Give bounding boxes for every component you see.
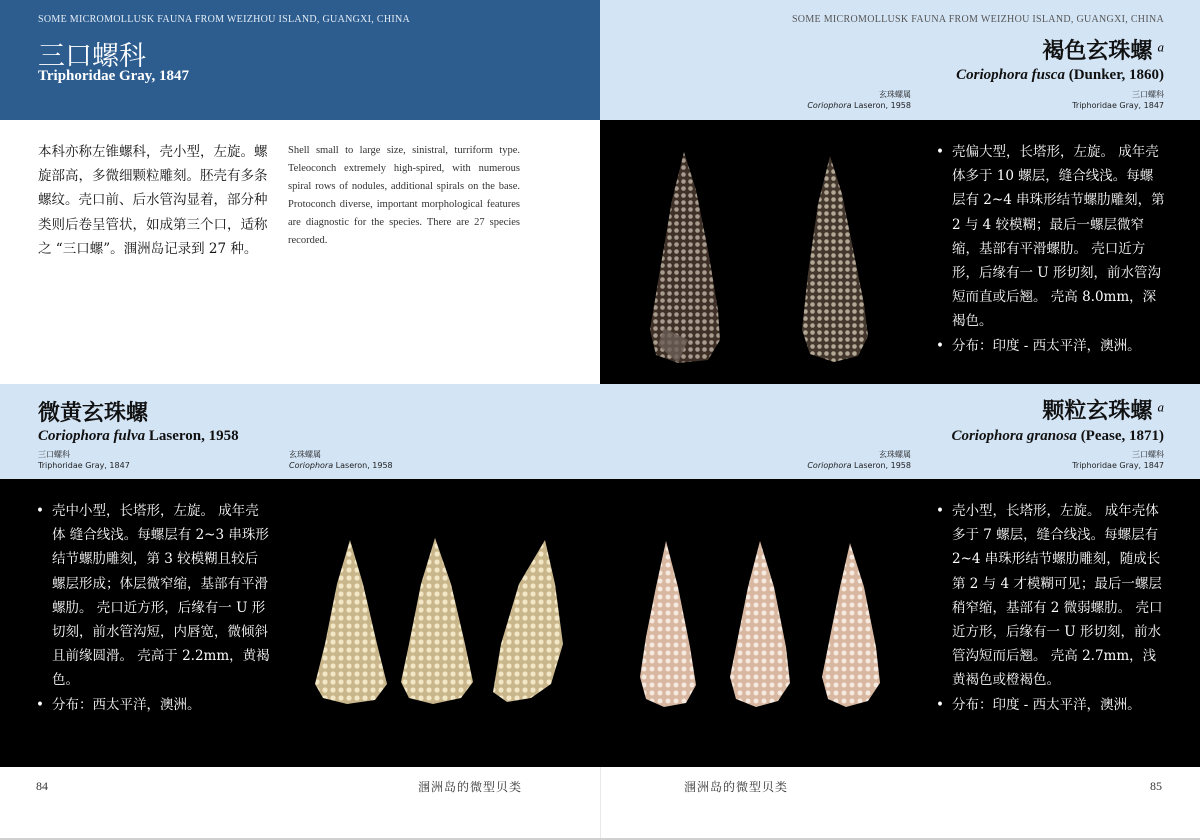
species-granosa-family-label (1072, 449, 1164, 471)
bottom-photo-panel (0, 479, 1200, 767)
species-fusca-superscript: a (1157, 39, 1164, 55)
species-fulva-genus-label (289, 449, 393, 471)
species-fusca-name (956, 67, 1164, 84)
family-title-zh: 三口螺科 (38, 41, 146, 72)
page-number-right: 85 (1150, 779, 1162, 793)
family-header-panel (0, 0, 600, 120)
family-description-en: Shell small to large size, sinistral, turriform type. Teleoconch extremely high-spired, with numerous spiral rows of nodules, additional spirals on the base. Protoconch diverse, important morphological features are diagnostic for the species. There are 27 species recorded. (288, 145, 520, 246)
species-granosa-title-zh: 颗粒玄珠螺 (1042, 398, 1153, 424)
species-granosa-header (600, 384, 1200, 479)
footer-title-left: 涠洲岛的微型贝类 (418, 780, 523, 794)
species-fulva-author: Laseron, 1958 (148, 428, 239, 444)
species-granosa-name (951, 428, 1164, 445)
genus-label-zh: 玄珠螺属 (879, 450, 911, 459)
species-granosa-title (1042, 394, 1164, 425)
family-description-zh: 本科亦称左锥螺科，壳小型，左旋。螺旋部高，多微细颗粒雕刻。胚壳有多条螺纹。壳口前、后水管沟显着，部分种类则后卷呈管状，如成第三个口，适称之 “三口螺”。涠洲岛记录到 27 种。 (38, 144, 268, 257)
family-label-zh: 三口螺科 (38, 450, 70, 459)
genus-label-en (289, 460, 393, 471)
shell-fusca-image-1 (638, 150, 728, 365)
genus-label-author: Laseron, 1958 (854, 461, 911, 470)
genus-label-en (807, 460, 911, 471)
species-fusca-author: (Dunker, 1860) (1068, 67, 1164, 83)
family-label-en: Triphoridae Gray, 1847 (1072, 461, 1164, 470)
species-granosa-description (936, 499, 1168, 717)
species-fusca-genus-label (807, 89, 911, 111)
species-granosa-author: (Pease, 1871) (1080, 428, 1164, 444)
genus-label-italic: Coriophora (807, 461, 852, 470)
family-label-en: Triphoridae Gray, 1847 (38, 461, 130, 470)
running-header-right: SOME MICROMOLLUSK FAUNA FROM WEIZHOU ISLAND, GUANGXI, CHINA (791, 14, 1164, 25)
page-number-left: 84 (36, 779, 48, 793)
species-fulva-header (0, 384, 600, 479)
family-label-zh: 三口螺科 (1132, 90, 1164, 99)
genus-label-author: Laseron, 1958 (335, 461, 393, 470)
species-fusca-header (600, 0, 1200, 120)
species-fusca-title (1042, 34, 1164, 65)
page-gutter-divider (600, 767, 601, 840)
genus-label-italic: Coriophora (289, 461, 334, 470)
species-fusca-family-label (1072, 89, 1164, 111)
shell-granosa-images (632, 537, 902, 712)
species-fusca-photo-panel (600, 120, 1200, 384)
genus-label-zh: 玄珠螺属 (879, 90, 911, 99)
species-fulva-name (38, 428, 239, 445)
genus-label-author: Laseron, 1958 (854, 101, 911, 110)
distribution-bullet: • 分布：印度 - 西太平洋，澳洲。 (936, 334, 1166, 358)
description-bullet: • 壳中小型，长塔形，左旋。 成年壳体 缝合线浅。每螺层有 2~3 串珠形结节螺肋雕刻，第 3 较模糊且较后螺层形成；体层微窄缩，基部有平滑螺肋。 壳口近方形，后缘有一 U 形切刻，前水管沟短，内唇宽，微倾斜且前缘圆滑。 壳高于 2.2mm，黄褐色。 (36, 499, 271, 693)
running-header-left: SOME MICROMOLLUSK FAUNA FROM WEIZHOU ISLAND, GUANGXI, CHINA (38, 14, 411, 25)
species-fusca-title-zh: 褐色玄珠螺 (1042, 38, 1153, 64)
species-granosa-genus-label (807, 449, 911, 471)
species-fusca-binomial: Coriophora fusca (956, 67, 1065, 83)
description-bullet: • 壳偏大型，长塔形，左旋。 成年壳体多于 10 螺层，缝合线浅。每螺层有 2~4 串珠形结节螺肋雕刻，第 2 与 4 较模糊；最后一螺层微窄缩，基部有平滑螺肋。 壳口近方形，后缘有一 U 形切刻，前水管沟短而直或后翘。 壳高 8.0mm，深褐色。 (936, 140, 1166, 334)
species-granosa-superscript: a (1157, 399, 1164, 415)
family-label-zh: 三口螺科 (1132, 450, 1164, 459)
species-fulva-description (36, 499, 271, 717)
family-title-en: Triphoridae Gray, 1847 (38, 68, 189, 84)
species-fulva-family-label (38, 449, 130, 471)
shell-fusca-image-2 (788, 154, 878, 364)
species-fusca-description (936, 140, 1166, 358)
family-label-en: Triphoridae Gray, 1847 (1072, 101, 1164, 110)
description-bullet: • 壳小型，长塔形，左旋。 成年壳体多于 7 螺层，缝合线浅。每螺层有 2~4 串珠形结节螺肋雕刻，随成长第 2 与 4 才模糊可见；最后一螺层稍窄缩，基部有 2 微弱螺肋。 壳口近方形，后缘有一 U 形切刻，前水管沟短而后翘。 壳高 2.7mm，浅黄褐色或橙褐色。 (936, 499, 1168, 693)
genus-label-zh: 玄珠螺属 (289, 450, 321, 459)
footer-title-right: 涠洲岛的微型贝类 (684, 780, 789, 794)
species-fulva-title-zh: 微黄玄珠螺 (38, 400, 149, 426)
genus-label-italic: Coriophora (807, 101, 852, 110)
distribution-bullet: • 分布：印度 - 西太平洋，澳洲。 (936, 693, 1168, 717)
distribution-bullet: • 分布：西太平洋，澳洲。 (36, 693, 271, 717)
species-fulva-binomial: Coriophora fulva (38, 428, 146, 444)
species-granosa-binomial: Coriophora granosa (951, 428, 1077, 444)
shell-fulva-images (305, 534, 570, 709)
genus-label-en (807, 100, 911, 111)
